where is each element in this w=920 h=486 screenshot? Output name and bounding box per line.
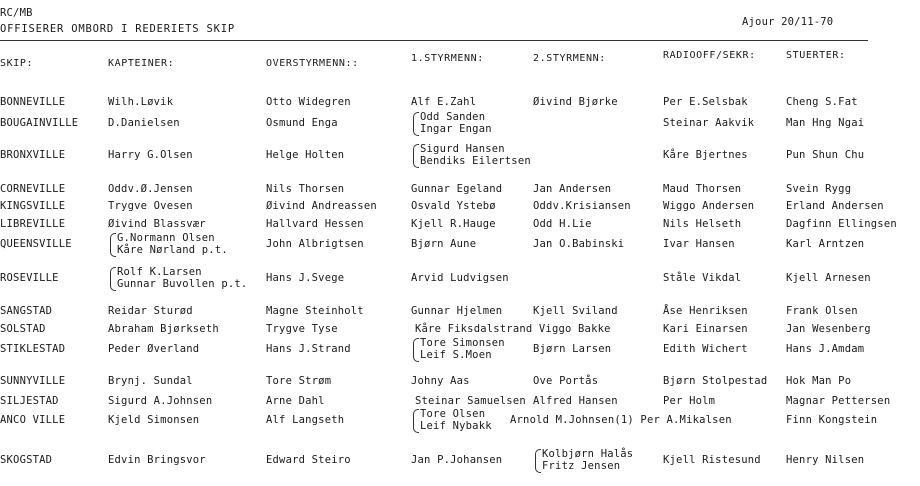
officer-name: Kåre Bjertnes: [663, 149, 748, 161]
officer-name: Oddv.Ø.Jensen: [108, 183, 193, 195]
ship-name: SKOGSTAD: [0, 454, 53, 466]
officer-name: Jan Andersen: [533, 183, 612, 195]
officer-name: Pun Shun Chu: [786, 149, 865, 161]
officer-name: Bjørn Aune: [411, 238, 477, 250]
document-code: RC/MB: [0, 7, 33, 19]
officer-name: Harry G.Olsen: [108, 149, 193, 161]
ship-name: SILJESTAD: [0, 395, 59, 407]
col-kapteiner-header: KAPTEINER:: [108, 58, 175, 69]
officer-name: Kjell Ristesund: [663, 454, 761, 466]
officer-name: Svein Rygg: [786, 183, 852, 195]
officer-name: Edith Wichert: [663, 343, 748, 355]
grouping-brace: [413, 338, 419, 362]
officer-name: Nils Helseth: [663, 218, 742, 230]
officer-name: Hans J.Svege: [266, 272, 345, 284]
grouping-brace: [413, 144, 419, 168]
officer-name: Øivind Bjørke: [533, 96, 618, 108]
officer-name: Steinar Aakvik: [663, 117, 755, 129]
officer-name: Tore Simonsen: [420, 337, 505, 349]
officer-name: Sigurd Hansen: [420, 143, 505, 155]
header-rule: [0, 40, 868, 41]
officer-name: Kjell Arnesen: [786, 272, 871, 284]
grouping-brace: [413, 112, 419, 136]
officer-name: Wilh.Løvik: [108, 96, 174, 108]
officer-name: Finn Kongstein: [786, 414, 878, 426]
officer-name: Kari Einarsen: [663, 323, 748, 335]
ship-name: SOLSTAD: [0, 323, 46, 335]
officer-name: Ove Portås: [533, 375, 599, 387]
officer-name: Man Hng Ngai: [786, 117, 865, 129]
officer-name: Kåre Nørland p.t.: [117, 244, 228, 256]
officer-name: Brynj. Sundal: [108, 375, 193, 387]
officer-name: Kjell R.Hauge: [411, 218, 496, 230]
officer-name: Gunnar Buvollen p.t.: [117, 278, 248, 290]
ship-name: CORNEVILLE: [0, 183, 66, 195]
col-overstyrmenn-header: OVERSTYRMENN::: [266, 58, 359, 69]
officer-name: Arne Dahl: [266, 395, 325, 407]
officer-name: Per Holm: [663, 395, 716, 407]
ship-name: QUEENSVILLE: [0, 238, 72, 250]
officer-name: Arnold M.Johnsen(1) Per A.Mikalsen: [510, 414, 732, 426]
ship-name: BOUGAINVILLE: [0, 117, 79, 129]
officer-name: Trygve Tyse: [266, 323, 338, 335]
ship-name: ROSEVILLE: [0, 272, 59, 284]
officer-name: Osmund Enga: [266, 117, 338, 129]
officer-name: Trygve Ovesen: [108, 200, 193, 212]
officer-name: Gunnar Egeland: [411, 183, 503, 195]
officer-name: Helge Holten: [266, 149, 345, 161]
officer-name: Alf Langseth: [266, 414, 345, 426]
officer-name: Henry Nilsen: [786, 454, 865, 466]
officer-name: Karl Arntzen: [786, 238, 865, 250]
col-skip-header: SKIP:: [0, 58, 34, 69]
officer-name: Arvid Ludvigsen: [411, 272, 509, 284]
col-1styrmenn-header: 1.STYRMENN:: [411, 53, 484, 64]
ship-name: SUNNYVILLE: [0, 375, 66, 387]
grouping-brace: [110, 233, 116, 257]
officer-name: Jan O.Babinski: [533, 238, 625, 250]
officer-name: Leif S.Moen: [420, 349, 492, 361]
officer-name: Øivind Blassvær: [108, 218, 206, 230]
officer-name: Maud Thorsen: [663, 183, 742, 195]
officer-name: Magnar Pettersen: [786, 395, 891, 407]
officer-name: Gunnar Hjelmen: [411, 305, 503, 317]
ship-name: STIKLESTAD: [0, 343, 66, 355]
grouping-brace: [110, 267, 116, 291]
officer-name: Peder Øverland: [108, 343, 200, 355]
officer-name: Wiggo Andersen: [663, 200, 755, 212]
update-date: Ajour 20/11-70: [742, 16, 834, 28]
officer-name: Kolbjørn Halås: [542, 448, 634, 460]
officer-name: Bjørn Stolpestad: [663, 375, 768, 387]
ship-name: KINGSVILLE: [0, 200, 66, 212]
ship-name: SANGSTAD: [0, 305, 53, 317]
officer-name: John Albrigtsen: [266, 238, 364, 250]
officer-name: Magne Steinholt: [266, 305, 364, 317]
officer-name: Kjeld Simonsen: [108, 414, 200, 426]
officer-name: Osvald Ystebø: [411, 200, 496, 212]
officer-name: Ingar Engan: [420, 123, 492, 135]
officer-name: Oddv.Krisiansen: [533, 200, 631, 212]
officer-name: Dagfinn Ellingsen: [786, 218, 897, 230]
officer-name: Alf E.Zahl: [411, 96, 477, 108]
officer-name: Øivind Andreassen: [266, 200, 377, 212]
officer-name: Abraham Bjørkseth: [108, 323, 219, 335]
officer-name: Alfred Hansen: [533, 395, 618, 407]
officer-name: Åse Henriksen: [663, 305, 748, 317]
ship-name: LIBREVILLE: [0, 218, 66, 230]
officer-name: Frank Olsen: [786, 305, 858, 317]
officer-name: Odd Sanden: [420, 111, 486, 123]
officer-name: Hans J.Strand: [266, 343, 351, 355]
officer-name: Rolf K.Larsen: [117, 266, 202, 278]
officer-name: Ståle Vikdal: [663, 272, 742, 284]
officer-name: Fritz Jensen: [542, 460, 621, 472]
grouping-brace: [535, 449, 541, 473]
officer-name: Tore Strøm: [266, 375, 332, 387]
officer-name: Leif Nybakk: [420, 420, 492, 432]
officer-name: Ivar Hansen: [663, 238, 735, 250]
officer-name: Hallvard Hessen: [266, 218, 364, 230]
officer-name: Edvin Bringsvor: [108, 454, 206, 466]
officer-name: Kåre Fiksdalstrand Viggo Bakke: [415, 323, 611, 335]
officer-name: Hok Man Po: [786, 375, 852, 387]
officer-name: Bjørn Larsen: [533, 343, 612, 355]
officer-name: Jan Wesenberg: [786, 323, 871, 335]
officer-name: Sigurd A.Johnsen: [108, 395, 213, 407]
officer-name: Jan P.Johansen: [411, 454, 503, 466]
officer-name: Hans J.Amdam: [786, 343, 865, 355]
officer-name: Johny Aas: [411, 375, 470, 387]
officer-name: Odd H.Lie: [533, 218, 592, 230]
officer-name: Edward Steiro: [266, 454, 351, 466]
ship-name: ANCO VILLE: [0, 414, 66, 426]
ship-name: BONNEVILLE: [0, 96, 66, 108]
officer-name: Bendiks Eilertsen: [420, 155, 531, 167]
officer-name: Nils Thorsen: [266, 183, 345, 195]
col-stuerter-header: STUERTER:: [786, 50, 846, 61]
officer-name: Steinar Samuelsen: [415, 395, 526, 407]
col-2styrmenn-header: 2.STYRMENN:: [533, 53, 606, 64]
grouping-brace: [413, 409, 419, 433]
ship-name: BRONXVILLE: [0, 149, 66, 161]
officer-name: Erland Andersen: [786, 200, 884, 212]
officer-name: Reidar Sturød: [108, 305, 193, 317]
officer-name: G.Normann Olsen: [117, 232, 215, 244]
officer-name: Tore Olsen: [420, 408, 486, 420]
document-title: OFFISERER OMBORD I REDERIETS SKIP: [0, 23, 236, 35]
col-radiooff-header: RADIOOFF/SEKR:: [663, 50, 756, 61]
officer-name: Kjell Sviland: [533, 305, 618, 317]
officer-name: Per E.Selsbak: [663, 96, 748, 108]
officer-name: Cheng S.Fat: [786, 96, 858, 108]
officer-name: D.Danielsen: [108, 117, 180, 129]
officer-name: Otto Widegren: [266, 96, 351, 108]
